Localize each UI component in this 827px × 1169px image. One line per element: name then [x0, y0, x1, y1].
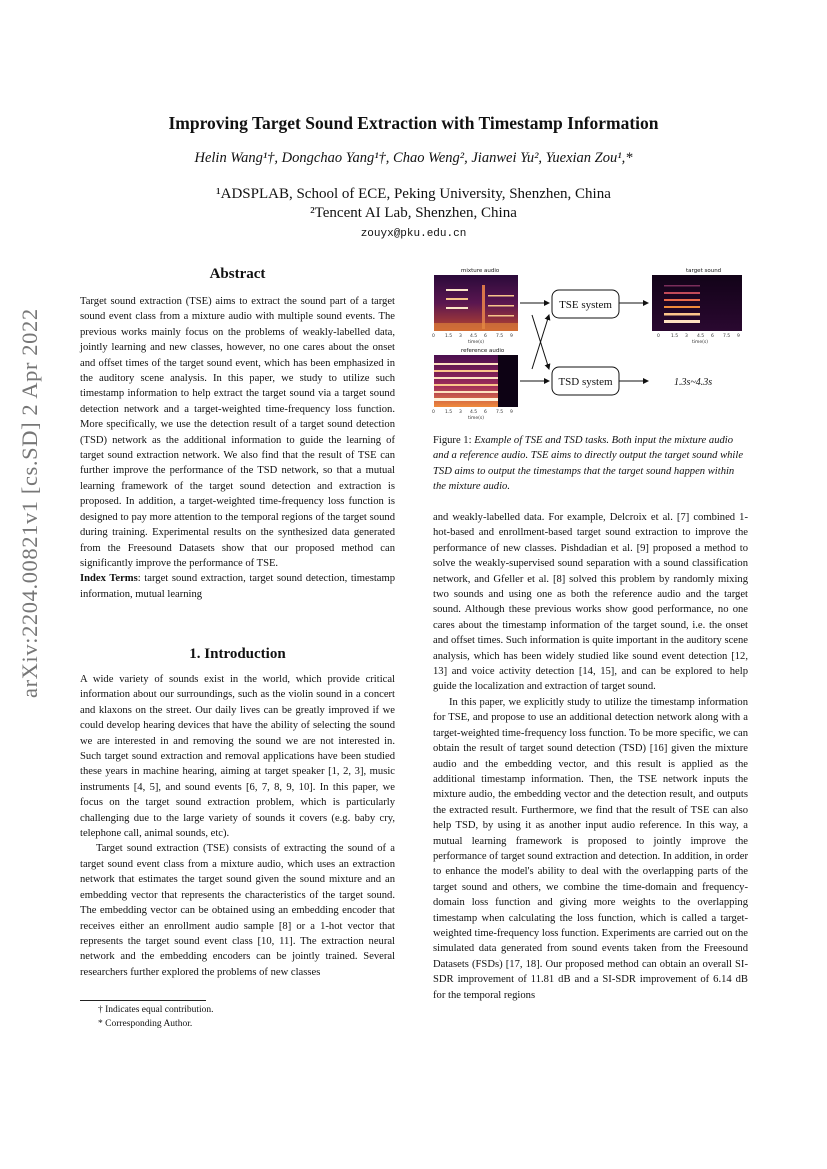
contact-email[interactable]: zouyx@pku.edu.cn	[360, 228, 467, 240]
svg-text:9: 9	[510, 410, 513, 415]
svg-text:9: 9	[737, 334, 740, 339]
reference-audio-label: reference audio	[461, 348, 505, 354]
introduction-heading: 1. Introduction	[189, 646, 286, 662]
tsd-output-timestamp: 1.3s~4.3s	[674, 377, 713, 388]
abstract-text: Target sound extraction (TSE) aims to extract the sound part of a target sound event class from a mixture audio with multiple sound events. The previous works mainly focus on the problems of weakly-labelled data, jointly learning and new classes, however, no one cares about the onset and offset times of the target sound event, which has been emphasized in the auditory scene analysis. In this paper, we study to utilize such timestamp information to help extract the target sound via a target sound detection network and a target-weighted time-frequency loss function. More specifically, we use the detection result of a target sound detection (TSD) network as the additional information to guide the learning of target sound extraction network. We also find that the result of TSE can further improve the performance of the TSD network, so that a mutual learning framework of the target sound detection and extraction is proposed. In addition, a target-weighted time-frequency loss function is designed to pay more attention to the temporal regions of the target sound during training. Experimental results on the synthesized data generated from the Freesound Datasets show that our proposed method can significantly improve the performance of TSE.	[80, 296, 395, 569]
svg-text:3: 3	[685, 334, 688, 339]
svg-text:6: 6	[484, 334, 487, 339]
svg-text:1.5: 1.5	[671, 334, 679, 339]
abstract-heading: Abstract	[209, 266, 266, 282]
index-terms-text: : target sound extraction, target sound detection, timestamp information, mutual learning	[80, 573, 395, 600]
intro-paragraph-2: Target sound extraction (TSE) consists of extracting the sound of a target sound event class from a mixture audio, which uses an extraction network that estimates the target sound given the sound mixture and an embedding vector that represents the characteristics of the target sound. The embedding vector can be obtained using an embedding encoder that receives either an enrollment audio sample [8] or a 1-hot vector that represents the target sound event class [10, 11]. The extraction neural network and the embedding encoders can be jointly trained. Several researchers further explored the problems of new classes	[80, 843, 395, 978]
tsd-system-label: TSD system	[558, 376, 613, 388]
caption-text: Example of TSE and TSD tasks. Both input the mixture audio and a reference audio. TSE aims to directly output the target sound while TSD aims to output the timestamps that the target sound happen within the mixture audio.	[433, 435, 744, 493]
footnote-equal-contribution: † Indicates equal contribution.	[98, 1005, 214, 1015]
svg-text:time(s): time(s)	[692, 340, 709, 345]
svg-text:7.5: 7.5	[496, 334, 504, 339]
mixture-axis	[432, 333, 513, 345]
right-column-body	[433, 510, 748, 1003]
svg-text:4.5: 4.5	[470, 410, 478, 415]
right-paragraph-1: and weakly-labelled data. For example, Delcroix et al. [7] combined 1-hot-based and enrollment-based target sound extraction to improve the performance of new classes. Pishdadian et al. [9] proposed a method to solve the weakly-supervised sound separation with a sound classification network, and Gfeller et al. [8] solved this problem by randomly mixing two sounds and using one as both the reference audio and the target sound. Although these previous works show good performance, no one cares about the timestamp information of the target sound, i.e. the onset and offset times. Such information is quite important in the auditory scene analysis, which has been widely studied like sound event detection [12, 13] and voice activity detection [14, 15], and can be explored to help guide the localization and extraction of target sound.	[433, 512, 748, 693]
index-terms	[80, 571, 395, 602]
mixture-spectrogram	[434, 275, 518, 331]
mixture-audio-label: mixture audio	[461, 268, 500, 274]
footnote-corresponding-author: * Corresponding Author.	[98, 1019, 193, 1029]
svg-text:6: 6	[711, 334, 714, 339]
figure-1-caption	[433, 433, 748, 495]
svg-text:3: 3	[459, 334, 462, 339]
svg-text:6: 6	[484, 410, 487, 415]
svg-text:3: 3	[459, 410, 462, 415]
caption-label: Figure 1:	[433, 435, 475, 446]
svg-text:time(s): time(s)	[468, 340, 485, 345]
target-axis	[657, 333, 740, 345]
author-list: Helin Wang¹†, Dongchao Yang¹†, Chao Weng², Jianwei Yu², Yuexian Zou¹,*	[194, 150, 633, 166]
svg-text:1.5: 1.5	[445, 410, 453, 415]
reference-axis	[432, 409, 513, 421]
svg-text:4.5: 4.5	[470, 334, 478, 339]
svg-text:1.5: 1.5	[445, 334, 453, 339]
affiliation-2: ²Tencent AI Lab, Shenzhen, China	[310, 205, 517, 221]
svg-text:0: 0	[432, 334, 435, 339]
svg-text:7.5: 7.5	[723, 334, 731, 339]
svg-text:7.5: 7.5	[496, 410, 504, 415]
intro-paragraph-1: A wide variety of sounds exist in the world, which provide critical information about our surroundings, such as the violin sound in a concert and klaxons on the street. Our daily lives can be greatly improved if we could develop hearing devices that have the ability of selecting the sound we are interested in and removing the sound we are not interested in. Such target sound extraction and removal applications have been studied these years in machine hearing, aiming at target speaker [1, 2, 3], music instruments [4, 5], and sound events [6, 7, 8, 9, 10]. In this paper, we focus on the target sound extraction problem, which is particularly challenging due to the large variety of sounds it covers (e.g. baby cry, telephone call, animal sounds, etc).	[80, 674, 395, 840]
svg-text:0: 0	[432, 410, 435, 415]
target-sound-label: target sound	[686, 268, 722, 274]
right-paragraph-2: In this paper, we explicitly study to utilize the timestamp information for TSE, and propose to use an additional detection network along with a target-weighted time-frequency loss function. To be more specific, we can obtain the result of target sound detection (TSD) [16] given the mixture audio and the embedding vector, and this result is applied as the additional timestamp information. Then, the TSE network inputs the mixture audio, the embedding vector and the detection result, and outputs the extracted result. Furthermore, we find that the result of TSE can also help TSD, by using it as another input audio reference. In this way, a mutual learning framework is proposed to jointly improve the performance of target sound extraction and detection. In addition, in order to enhance the model's ability to deal with the overlapping parts of the target sound and others, we combine the time-domain and frequency-domain loss function and giving more weights to the overlapping timestamp when calculating the loss function, which is called a target-weighted time-frequency loss function. Experiments are carried out on the simulated data generated from sound events taken from the Freesound Datasets (FSDs) [17, 18]. Our proposed method can obtain an overall SI-SDR improvement of 11.81 dB and a SI-SDR improvement of 6.14 dB for the temporal regions	[433, 696, 748, 1001]
abstract-body	[80, 294, 395, 602]
affiliation-1: ¹ADSPLAB, School of ECE, Peking University, Shenzhen, China	[216, 186, 611, 202]
footnote-divider	[80, 1000, 206, 1001]
svg-text:9: 9	[510, 334, 513, 339]
paper-title: Improving Target Sound Extraction with Timestamp Information	[168, 113, 659, 133]
svg-text:time(s): time(s)	[468, 416, 485, 421]
figure-1-diagram	[428, 265, 748, 423]
svg-text:0: 0	[657, 334, 660, 339]
introduction-body	[80, 672, 395, 980]
arxiv-stamp: arXiv:2204.00821v1 [cs.SD] 2 Apr 2022	[17, 308, 42, 698]
svg-text:4.5: 4.5	[697, 334, 705, 339]
index-terms-label: Index Terms	[80, 573, 138, 585]
tse-system-label: TSE system	[559, 299, 612, 311]
